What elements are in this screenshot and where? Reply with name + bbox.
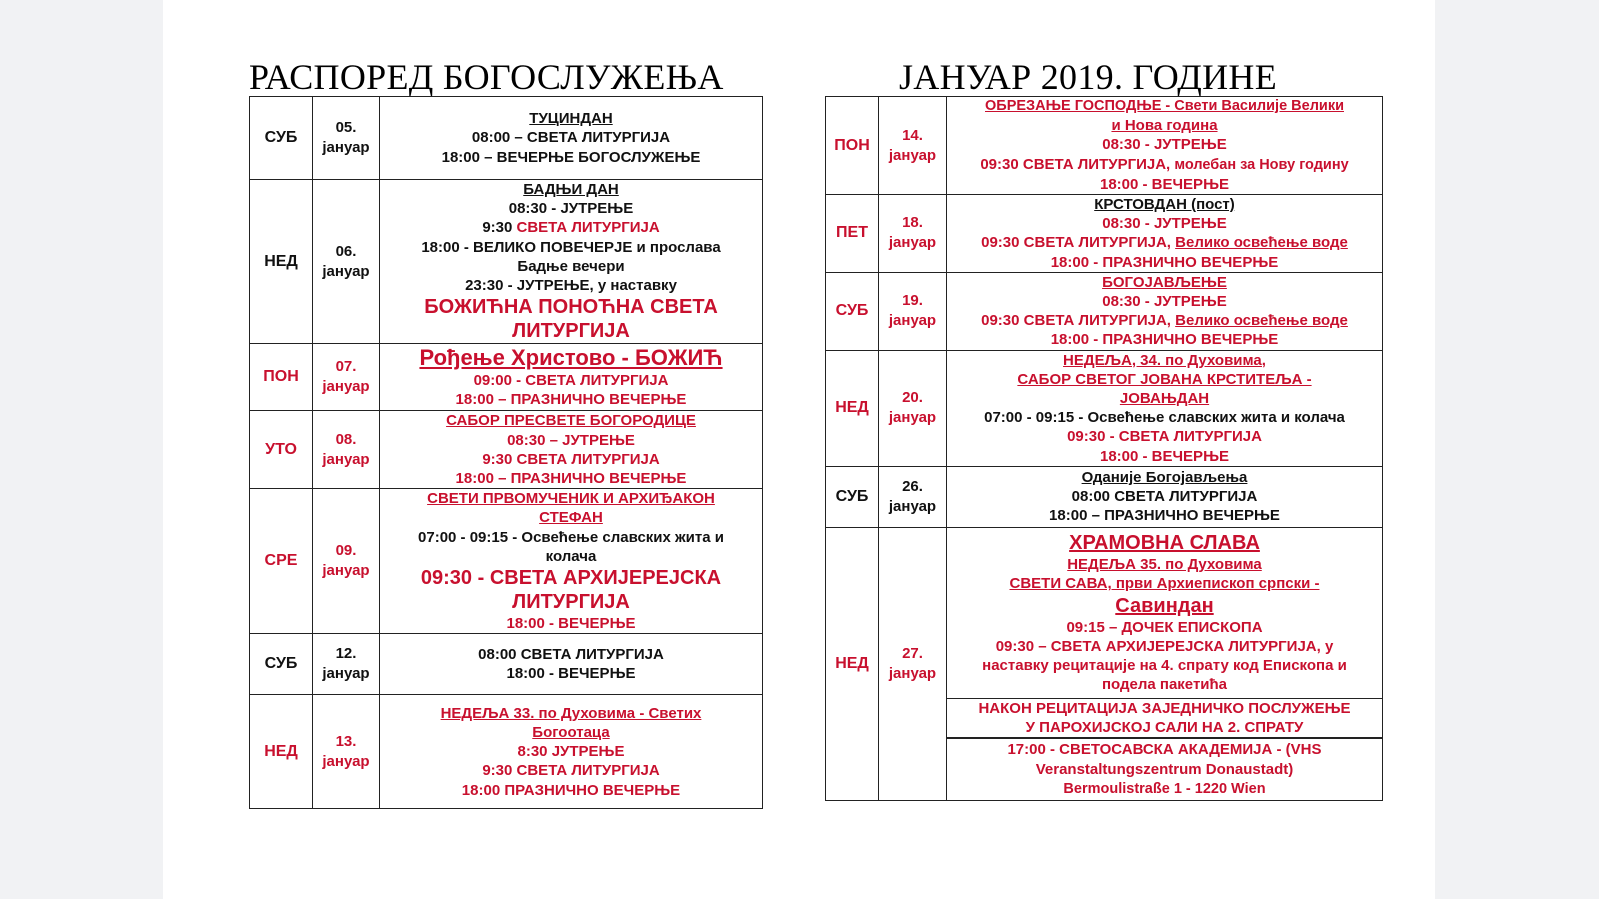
schedule-line (384, 528, 758, 547)
date-cell (879, 97, 947, 195)
day-cell-text: ПОН (834, 136, 870, 154)
service-cell (380, 411, 763, 489)
schedule-text: Бадње вечери (517, 257, 625, 275)
schedule-text: ЛИТУРГИЈА (512, 591, 630, 614)
day-cell (826, 527, 879, 800)
schedule-line (951, 135, 1378, 154)
schedule-text: 9:30 (482, 219, 517, 237)
schedule-text: Велико освећење воде (1175, 234, 1348, 252)
schedule-text: САБОР СВЕТОГ ЈОВАНА КРСТИТЕЉА - (1017, 370, 1312, 388)
service-cell (947, 97, 1383, 195)
day-cell (250, 97, 313, 180)
schedule-line (951, 468, 1378, 487)
schedule-line (951, 427, 1378, 446)
service-cell (380, 634, 763, 695)
date-cell-text: 18. јануар (888, 214, 937, 252)
schedule-text: 09:30 СВЕТА ЛИТУРГИЈА, (981, 234, 1176, 252)
day-cell-text: СУБ (264, 655, 298, 673)
day-cell-text: СУБ (835, 302, 869, 320)
schedule-row (250, 489, 763, 634)
schedule-line (951, 531, 1378, 555)
schedule-text: СВЕТА ЛИТУРГИЈА (516, 219, 660, 237)
schedule-line (951, 195, 1378, 214)
schedule-text: 18:00 - ВЕЧЕРЊЕ (1099, 447, 1230, 465)
schedule-text: БАДЊИ ДАН (523, 181, 619, 198)
schedule-row (250, 97, 763, 180)
day-cell (826, 97, 879, 195)
schedule-line (951, 389, 1378, 408)
date-cell (313, 97, 380, 180)
schedule-line (951, 214, 1378, 233)
schedule-text: 18:00 - ВЕЧЕРЊЕ (1099, 175, 1230, 193)
service-cell (947, 350, 1383, 466)
service-cell (947, 527, 1383, 698)
schedule-text: Велико освећење воде (1175, 312, 1348, 330)
schedule-text: ТУЦИНДАН (529, 110, 613, 128)
schedule-line (384, 723, 758, 742)
schedule-row (250, 634, 763, 695)
schedule-line (951, 699, 1378, 718)
schedule-text: 08:00 СВЕТА ЛИТУРГИЈА (1071, 488, 1258, 506)
schedule-line (384, 371, 758, 390)
date-cell (879, 195, 947, 273)
day-cell (826, 195, 879, 273)
schedule-line (384, 469, 758, 488)
schedule-text: 18:00 - ВЕЧЕРЊЕ (506, 665, 636, 683)
schedule-line (384, 109, 758, 128)
day-cell (250, 695, 313, 809)
schedule-text: ЈОВАЊДАН (1119, 390, 1210, 408)
schedule-line (951, 656, 1378, 675)
schedule-text: 09:30 СВЕТА ЛИТУРГИЈА, (981, 312, 1176, 330)
schedule-row (250, 695, 763, 809)
schedule-text: и Нова година (1111, 117, 1218, 135)
schedule-line (951, 330, 1378, 349)
schedule-line (384, 431, 758, 450)
schedule-line (384, 590, 758, 614)
day-cell (250, 411, 313, 489)
schedule-line (951, 408, 1378, 427)
day-cell-text: НЕД (835, 654, 869, 672)
schedule-line (951, 637, 1378, 656)
schedule-line (951, 555, 1378, 574)
schedule-text: Veranstaltungszentrum Donaustadt) (1035, 760, 1294, 778)
schedule-line (384, 257, 758, 276)
schedule-text: 23:30 - ЈУТРЕЊЕ, у наставку (465, 277, 677, 295)
date-cell-text: 08. јануар (322, 430, 370, 468)
schedule-text: 18:00 – ПРАЗНИЧНО ВЕЧЕРЊЕ (455, 391, 687, 409)
page-title-left: РАСПОРЕД БОГОСЛУЖЕЊА (249, 57, 724, 97)
date-cell (313, 344, 380, 411)
schedule-line (951, 311, 1378, 330)
schedule-line (384, 238, 758, 257)
schedule-text: 18:00 - ВЕЛИКО ПОВЕЧЕРЈЕ и прослава (421, 238, 721, 256)
schedule-row (826, 97, 1383, 195)
schedule-text: ХРАМОВНА СЛАВА (1069, 532, 1260, 555)
schedule-text: ЛИТУРГИЈА (512, 320, 630, 343)
schedule-text: 18:00 - ПРАЗНИЧНО ВЕЧЕРЊЕ (1050, 253, 1279, 271)
schedule-text: 08:00 СВЕТА ЛИТУРГИЈА (478, 646, 664, 664)
date-cell-text: 19. јануар (888, 292, 937, 330)
schedule-text: 18:00 - ВЕЧЕРЊЕ (506, 615, 636, 633)
schedule-line (384, 489, 758, 508)
date-cell (313, 411, 380, 489)
schedule-line (951, 594, 1378, 618)
day-cell-text: НЕД (264, 252, 298, 270)
schedule-text: 9:30 СВЕТА ЛИТУРГИЈА (482, 450, 660, 468)
schedule-row (826, 272, 1383, 350)
service-cell (380, 695, 763, 809)
date-cell-text: 26. јануар (888, 477, 937, 515)
schedule-text: 18:00 - ПРАЗНИЧНО ВЕЧЕРЊЕ (1050, 331, 1279, 349)
schedule-line (951, 233, 1378, 252)
schedule-line (951, 97, 1378, 116)
schedule-row (250, 180, 763, 344)
schedule-text: СВЕТИ САВА, први Архиепископ српски - (1009, 575, 1320, 593)
schedule-line (384, 319, 758, 343)
date-cell-text: 07. јануар (322, 358, 370, 396)
schedule-text: НЕДЕЉА 33. по Духовима - Светих (440, 704, 702, 722)
schedule-line (384, 664, 758, 683)
date-cell (313, 634, 380, 695)
schedule-row (826, 527, 1383, 698)
schedule-text: КРСТОВДАН (пост) (1094, 196, 1235, 214)
schedule-text: 08:30 - ЈУТРЕЊЕ (1102, 136, 1227, 154)
day-cell (250, 344, 313, 411)
service-cell (947, 272, 1383, 350)
schedule-line (951, 779, 1378, 799)
schedule-text: 8:30 ЈУТРЕЊЕ (517, 743, 625, 761)
schedule-text: Bermoulistraße 1 - 1220 Wien (1063, 780, 1266, 797)
schedule-line (951, 175, 1378, 194)
schedule-text: 18:00 – ВЕЧЕРЊЕ БОГОСЛУЖЕЊЕ (441, 148, 701, 166)
schedule-line (384, 411, 758, 430)
schedule-text: 08:30 - ЈУТРЕЊЕ (508, 200, 634, 218)
date-cell-text: 06. јануар (322, 242, 370, 280)
schedule-line (384, 547, 758, 566)
schedule-text: 09:00 - СВЕТА ЛИТУРГИЈА (473, 372, 669, 390)
date-cell (879, 527, 947, 800)
schedule-text: 18:00 – ПРАЗНИЧНО ВЕЧЕРЊЕ (1049, 507, 1280, 525)
schedule-line (384, 704, 758, 723)
schedule-text: НЕДЕЉА, 34. по Духовима, (1063, 351, 1266, 369)
schedule-text: БОЖИЋНА ПОНОЋНА СВЕТА (424, 296, 718, 319)
schedule-table-left (249, 96, 763, 809)
schedule-line (951, 370, 1378, 389)
service-cell (380, 180, 763, 344)
schedule-text: 09:15 – ДОЧЕК ЕПИСКОПА (1066, 618, 1263, 636)
service-cell (947, 738, 1383, 800)
schedule-text: молебан за Нову годину (1174, 156, 1349, 173)
schedule-row (826, 466, 1383, 527)
schedule-text: 08:30 - ЈУТРЕЊЕ (1102, 215, 1227, 233)
schedule-line (951, 675, 1378, 694)
schedule-line (384, 276, 758, 295)
schedule-line (951, 718, 1378, 737)
day-cell (826, 350, 879, 466)
schedule-text: ОБРЕЗАЊЕ ГОСПОДЊЕ - Свети Василије Велики (985, 98, 1344, 114)
schedule-line (384, 390, 758, 409)
schedule-text: СВЕТИ ПРВОМУЧЕНИК И АРХИЂАКОН (427, 490, 715, 508)
schedule-line (384, 128, 758, 147)
day-cell-text: НЕД (264, 742, 298, 760)
schedule-text: НАКОН РЕЦИТАЦИЈА ЗАЈЕДНИЧКО ПОСЛУЖЕЊЕ (978, 699, 1351, 717)
schedule-row (826, 195, 1383, 273)
schedule-text: подела пакетића (1101, 676, 1228, 694)
day-cell-text: НЕД (835, 399, 869, 417)
date-cell-text: 05. јануар (322, 119, 370, 156)
date-cell-text: 14. јануар (888, 126, 937, 164)
schedule-line (384, 199, 758, 218)
schedule-text: колача (545, 547, 597, 565)
day-cell-text: СУБ (264, 129, 298, 146)
schedule-text: Рођење Христово - БОЖИЋ (419, 345, 723, 371)
schedule-text: 08:30 – ЈУТРЕЊЕ (507, 431, 635, 449)
schedule-row (826, 350, 1383, 466)
day-cell (826, 272, 879, 350)
schedule-line (384, 614, 758, 633)
schedule-text: Савиндан (1115, 594, 1214, 617)
schedule-text: У ПАРОХИЈСКОЈ САЛИ НА 2. СПРАТУ (1025, 719, 1304, 737)
date-cell-text: 12. јануар (322, 645, 370, 683)
schedule-line (384, 218, 758, 237)
schedule-text: наставку рецитације на 4. спрату код Епископа и (982, 657, 1347, 675)
schedule-line (384, 761, 758, 780)
date-cell (313, 180, 380, 344)
schedule-line (951, 760, 1378, 779)
service-cell (947, 698, 1383, 738)
schedule-line (384, 781, 758, 800)
schedule-line (951, 116, 1378, 135)
date-cell-text: 09. јануар (322, 542, 370, 580)
schedule-line (951, 292, 1378, 311)
schedule-line (384, 180, 758, 199)
day-cell-text: ПОН (263, 368, 299, 386)
schedule-line (951, 273, 1378, 292)
schedule-line (384, 295, 758, 319)
schedule-text: Богоотаца (532, 723, 610, 741)
date-cell-text: 13. јануар (322, 732, 370, 770)
day-cell-text: СРЕ (264, 552, 298, 570)
schedule-text: Оданије Богојављења (1081, 469, 1248, 487)
schedule-text: 18:00 ПРАЗНИЧНО ВЕЧЕРЊЕ (461, 781, 681, 799)
schedule-line (951, 351, 1378, 370)
schedule-line (384, 148, 758, 167)
day-cell-text: УТО (265, 440, 297, 458)
date-cell-text: 27. јануар (888, 644, 937, 682)
schedule-line (951, 574, 1378, 593)
day-cell (250, 489, 313, 634)
schedule-text: 09:30 СВЕТА ЛИТУРГИЈА, (980, 155, 1175, 173)
schedule-text: 08:00 – СВЕТА ЛИТУРГИЈА (471, 129, 671, 147)
schedule-text: 9:30 СВЕТА ЛИТУРГИЈА (482, 762, 660, 780)
date-cell (313, 489, 380, 634)
schedule-line (384, 450, 758, 469)
schedule-text: САБОР ПРЕСВЕТЕ БОГОРОДИЦЕ (446, 412, 696, 430)
day-cell (250, 634, 313, 695)
schedule-line (384, 742, 758, 761)
schedule-table-right (825, 96, 1383, 801)
schedule-text: 09:30 - СВЕТА АРХИЈЕРЕЈСКА (420, 567, 722, 590)
schedule-text: 08:30 - ЈУТРЕЊЕ (1102, 293, 1227, 311)
service-cell (380, 489, 763, 634)
document-page (163, 0, 1435, 899)
schedule-text: 18:00 – ПРАЗНИЧНО ВЕЧЕРЊЕ (455, 469, 687, 487)
date-cell (313, 695, 380, 809)
schedule-line (951, 253, 1378, 272)
schedule-text: 09:30 – СВЕТА АРХИЈЕРЕЈСКА ЛИТУРГИЈА, у (995, 637, 1334, 655)
schedule-row (250, 344, 763, 411)
schedule-line (384, 645, 758, 664)
service-cell (947, 466, 1383, 527)
schedule-text: 07:00 - 09:15 - Освећење славских жита и (418, 528, 724, 546)
service-cell (380, 344, 763, 411)
schedule-text: БОГОЈАВЉЕЊЕ (1102, 273, 1227, 291)
schedule-text: 17:00 - СВЕТОСАВСКА АКАДЕМИЈА - (VHS (1007, 741, 1322, 759)
service-cell (380, 97, 763, 180)
schedule-line (951, 155, 1378, 175)
page-title-right: ЈАНУАР 2019. ГОДИНЕ (899, 57, 1278, 97)
day-cell (250, 180, 313, 344)
date-cell (879, 466, 947, 527)
schedule-line (951, 506, 1378, 525)
date-cell (879, 272, 947, 350)
schedule-text: 07:00 - 09:15 - Освећење славских жита и колача (984, 409, 1345, 427)
day-cell (826, 466, 879, 527)
schedule-line (951, 447, 1378, 466)
date-cell (879, 350, 947, 466)
day-cell-text: ПЕТ (836, 224, 868, 242)
service-cell (947, 195, 1383, 273)
schedule-text: 09:30 - СВЕТА ЛИТУРГИЈА (1067, 428, 1262, 446)
date-cell-text: 20. јануар (888, 389, 937, 427)
schedule-line (384, 345, 758, 371)
schedule-text: СТЕФАН (539, 509, 603, 527)
day-cell-text: СУБ (835, 487, 869, 505)
schedule-line (951, 740, 1378, 759)
schedule-line (384, 508, 758, 527)
schedule-row (250, 411, 763, 489)
schedule-line (951, 618, 1378, 637)
schedule-text: НЕДЕЉА 35. по Духовима (1067, 556, 1262, 574)
schedule-line (384, 566, 758, 590)
schedule-line (951, 487, 1378, 506)
